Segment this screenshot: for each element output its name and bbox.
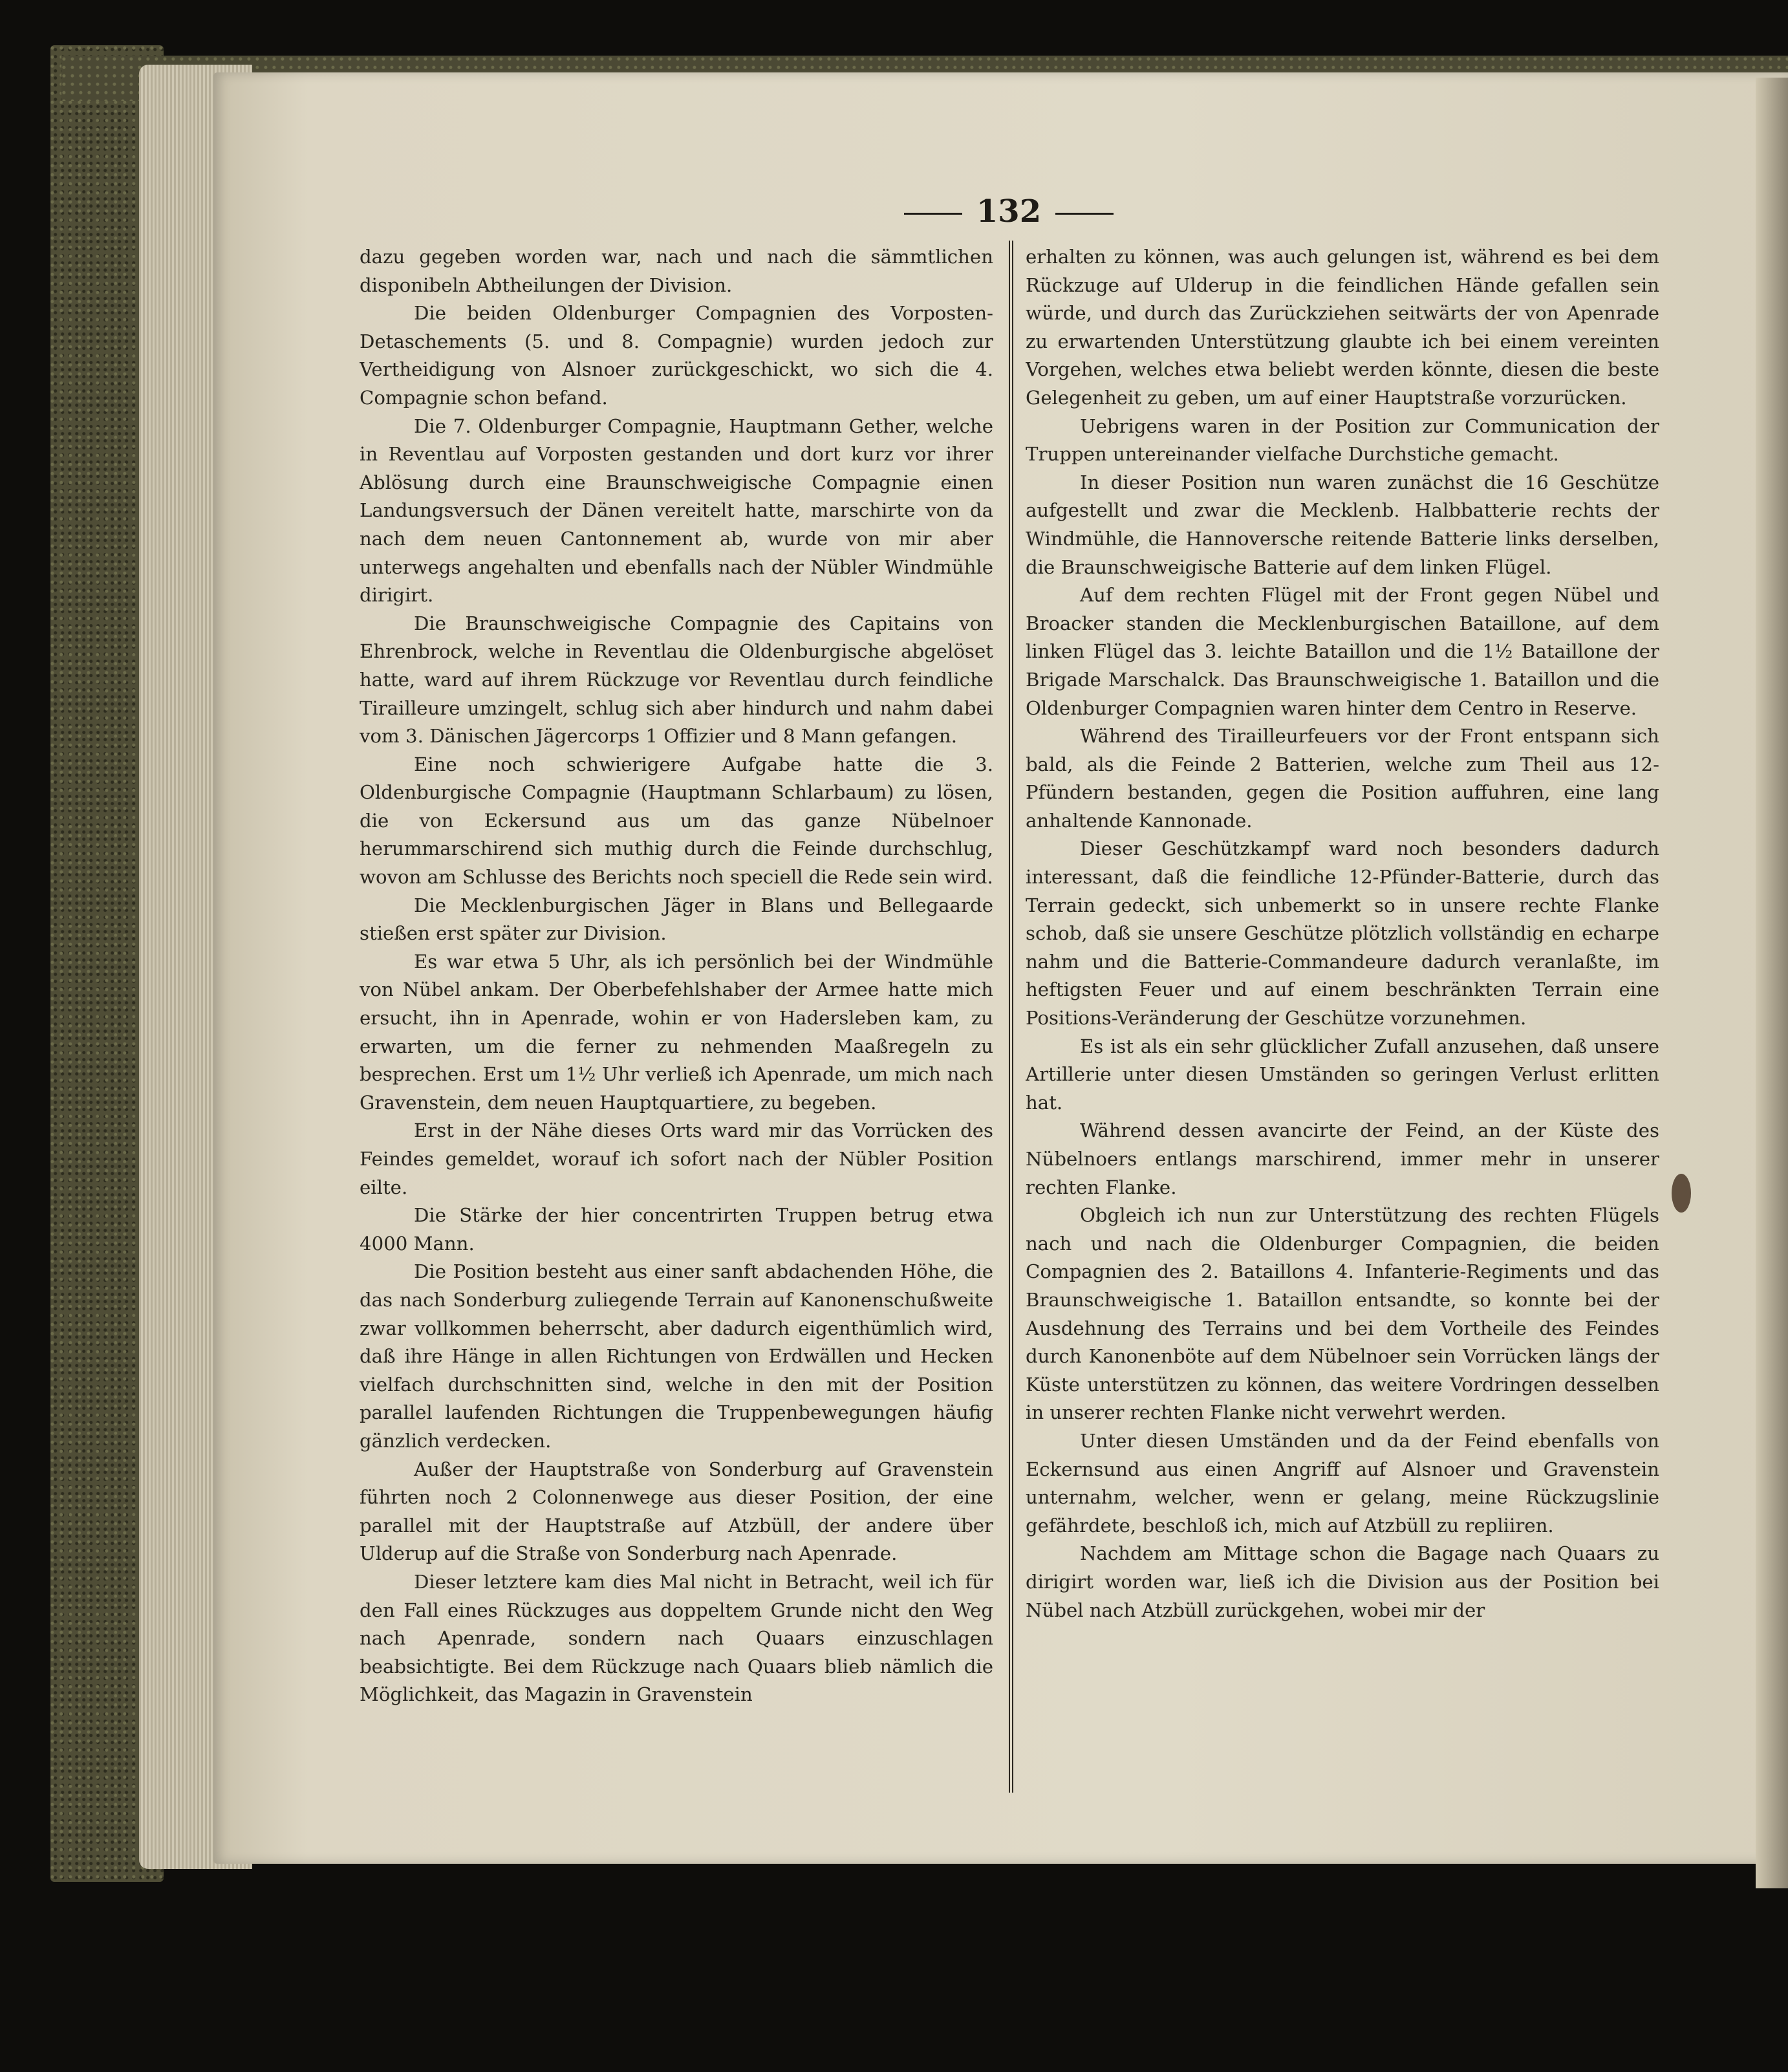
right-text-column	[1026, 243, 1659, 1808]
paragraph: Die beiden Oldenburger Compagnien des Vorposten-Detaschements (5. und 8. Compagnie) wurden jedoch zur Vertheidigung von Alsnoer zurückgeschickt, wo sich die 4. Compagnie schon befand.	[360, 302, 993, 409]
left-text-column	[360, 243, 993, 1808]
paragraph: Auf dem rechten Flügel mit der Front gegen Nübel und Broacker standen die Mecklenburgischen Bataillone, auf dem linken Flügel das 3. leichte Bataillon und die 1½ Bataillone der Brigade Marschalck. Das Braunschweigische 1. Bataillon und die Oldenburger Compagnien waren hinter dem Centro in Reserve.	[1026, 584, 1659, 719]
paragraph: Die Position besteht aus einer sanft abdachenden Höhe, die das nach Sonderburg zuliegende Terrain auf Kanonenschußweite zwar vollkommen beherrscht, aber dadurch eigenthümlich wird, daß ihre Hänge in allen Richtungen von Erdwällen und Hecken vielfach durchschnitten sind, welche in den mit der Position parallel laufenden Richtungen die Truppenbewegungen häufig gänzlich verdecken.	[360, 1260, 993, 1452]
header-rule-right	[1055, 213, 1114, 215]
paragraph: dazu gegeben worden war, nach und nach die sämmtlichen disponibeln Abtheilungen der Division.	[360, 246, 993, 296]
paragraph: Uebrigens waren in der Position zur Communication der Truppen untereinander vielfache Durchstiche gemacht.	[1026, 415, 1659, 466]
paragraph: erhalten zu können, was auch gelungen ist, während es bei dem Rückzuge auf Ulderup in die feindlichen Hände gefallen sein würde, und durch das Zurückziehen seitwärts der von Apenrade zu erwartenden Unterstützung glaubte ich bei einem vereinten Vorgehen, welches etwa beliebt werden könnte, diesen die beste Gelegenheit zu geben, um auf einer Hauptstraße vorzurücken.	[1026, 246, 1659, 409]
next-page-edge	[1756, 78, 1788, 1888]
paragraph: Es war etwa 5 Uhr, als ich persönlich bei der Windmühle von Nübel ankam. Der Oberbefehlshaber der Armee hatte mich ersucht, ihn in Apenrade, wohin er von Hadersleben kam, zu erwarten, um die ferner zu nehmenden Maaßregeln zu besprechen. Erst um 1½ Uhr verließ ich Apenrade, um mich nach Gravenstein, dem neuen Hauptquartiere, zu begeben.	[360, 950, 993, 1114]
paragraph: Während des Tirailleurfeuers vor der Front entspann sich bald, als die Feinde 2 Batterien, welche zum Theil aus 12-Pfündern bestanden, gegen die Position auffuhren, eine lang anhaltende Kannonade.	[1026, 725, 1659, 832]
column-divider	[1009, 241, 1013, 1793]
paragraph: Die 7. Oldenburger Compagnie, Hauptmann Gether, welche in Reventlau auf Vorposten gestanden und dort kurz vor ihrer Ablösung durch eine Braunschweigische Compagnie einen Landungsversuch der Dänen vereitelt hatte, marschirte von da nach dem neuen Cantonnement ab, wurde von mir aber unterwegs angehalten und ebenfalls nach der Nübler Windmühle dirigirt.	[360, 415, 993, 607]
paragraph: Die Mecklenburgischen Jäger in Blans und Bellegaarde stießen erst später zur Division.	[360, 894, 993, 945]
paragraph: Die Braunschweigische Compagnie des Capitains von Ehrenbrock, welche in Reventlau die Oldenburgische abgelöset hatte, ward auf ihrem Rückzuge vor Reventlau durch feindliche Tirailleure umzingelt, schlug sich aber hindurch und nahm dabei vom 3. Dänischen Jägercorps 1 Offizier und 8 Mann gefangen.	[360, 612, 993, 748]
paragraph: Außer der Hauptstraße von Sonderburg auf Gravenstein führten noch 2 Colonnenwege aus dieser Position, der eine parallel mit der Hauptstraße auf Atzbüll, der andere über Ulderup auf die Straße von Sonderburg nach Apenrade.	[360, 1458, 993, 1565]
page-number-header	[879, 189, 1138, 234]
paragraph: Es ist als ein sehr glücklicher Zufall anzusehen, daß unsere Artillerie unter diesen Umständen so geringen Verlust erlitten hat.	[1026, 1035, 1659, 1114]
paragraph: Obgleich ich nun zur Unterstützung des rechten Flügels nach und nach die Oldenburger Compagnien, die beiden Compagnien des 2. Bataillons 4. Infanterie-Regiments und das Braunschweigische 1. Bataillon entsandte, so konnte bei der Ausdehnung des Terrains und bei dem Vortheile des Feindes durch Kanonenböte auf dem Nübelnoer sein Vorrücken längs der Küste unterstützen zu können, das weitere Vordringen desselben in unserer rechten Flanke nicht verwehrt werden.	[1026, 1204, 1659, 1424]
paragraph: Nachdem am Mittage schon die Bagage nach Quaars zu dirigirt worden war, ließ ich die Division aus der Position bei Nübel nach Atzbüll zurückgehen, wobei mir der	[1026, 1542, 1659, 1621]
paragraph: Eine noch schwierigere Aufgabe hatte die 3. Oldenburgische Compagnie (Hauptmann Schlarbaum) zu lösen, die von Eckersund aus um das ganze Nübelnoer herummarschirend sich muthig durch die Feinde durchschlug, wovon am Schlusse des Berichts noch speciell die Rede sein wird.	[360, 753, 993, 889]
paragraph: In dieser Position nun waren zunächst die 16 Geschütze aufgestellt und zwar die Mecklenb. Halbbatterie rechts der Windmühle, die Hannoversche reitende Batterie links derselben, die Braunschweigische Batterie auf dem linken Flügel.	[1026, 471, 1659, 578]
paragraph: Dieser Geschützkampf ward noch besonders dadurch interessant, daß die feindliche 12-Pfünder-Batterie, durch das Terrain gedeckt, sich unbemerkt so in unsere rechte Flanke schob, daß sie unsere Geschütze plötzlich vollständig en echarpe nahm und die Batterie-Commandeure dadurch veranlaßte, im heftigsten Feuer und auf einem beschränkten Terrain eine Positions-Veränderung der Geschütze vorzunehmen.	[1026, 837, 1659, 1030]
paragraph: Unter diesen Umständen und da der Feind ebenfalls von Eckernsund aus einen Angriff auf Alsnoer und Gravenstein unternahm, welcher, wenn er gelang, meine Rückzugslinie gefährdete, beschloß ich, mich auf Atzbüll zu repliiren.	[1026, 1429, 1659, 1537]
paragraph: Die Stärke der hier concentrirten Truppen betrug etwa 4000 Mann.	[360, 1204, 993, 1255]
header-rule-left	[904, 213, 962, 215]
paragraph: Während dessen avancirte der Feind, an der Küste des Nübelnoers entlangs marschirend, immer mehr in unserer rechten Flanke.	[1026, 1119, 1659, 1198]
paragraph: Erst in der Nähe dieses Orts ward mir das Vorrücken des Feindes gemeldet, worauf ich sofort nach der Nübler Position eilte.	[360, 1119, 993, 1198]
ink-stain	[1672, 1174, 1691, 1213]
paragraph: Dieser letztere kam dies Mal nicht in Betracht, weil ich für den Fall eines Rückzuges aus doppeltem Grunde nicht den Weg nach Apenrade, sondern nach Quaars einzuschlagen beabsichtigte. Bei dem Rückzuge nach Quaars blieb nämlich die Möglichkeit, das Magazin in Gravenstein	[360, 1570, 993, 1706]
page-number: 132	[976, 193, 1042, 230]
